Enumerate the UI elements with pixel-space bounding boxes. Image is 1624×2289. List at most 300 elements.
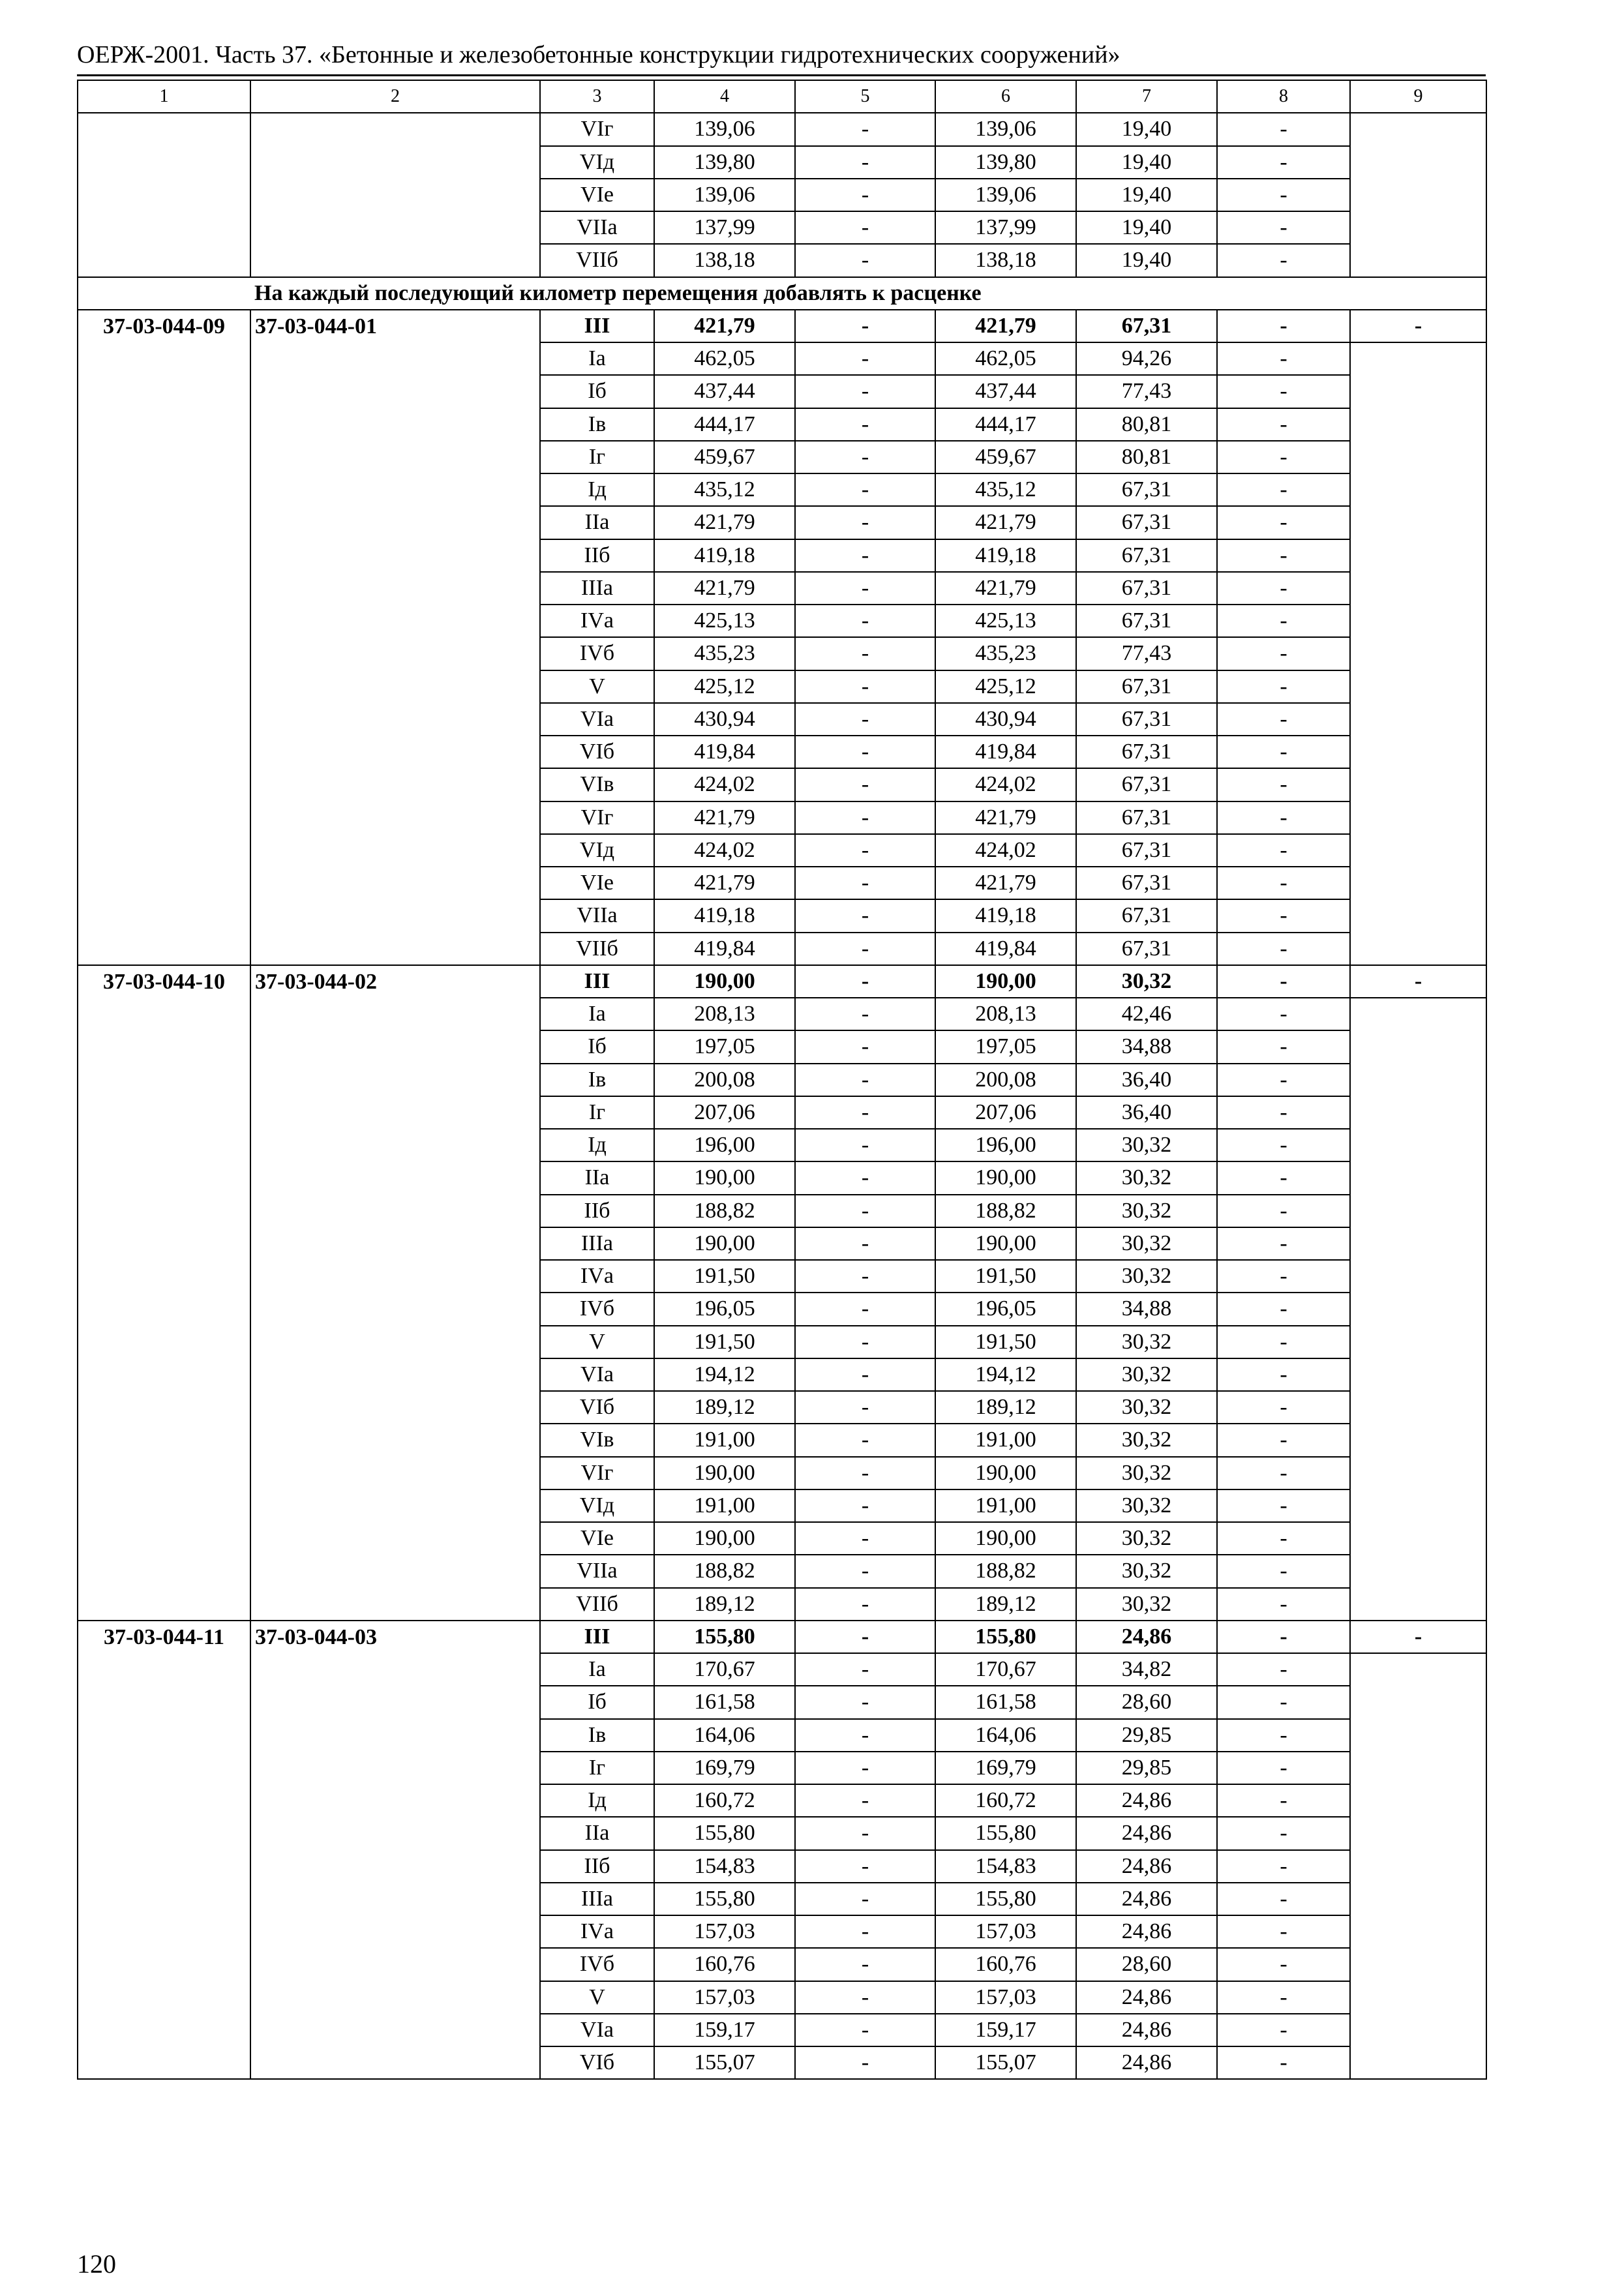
cost-machinist-wages-cell: 67,31 bbox=[1076, 899, 1217, 932]
cost-materials-cell: - bbox=[1217, 605, 1350, 637]
cost-total-cell: 188,82 bbox=[654, 1555, 795, 1587]
cost-materials-cell: - bbox=[1217, 899, 1350, 932]
cost-wages-cell: - bbox=[795, 1129, 935, 1161]
cost-total-cell: 170,67 bbox=[654, 1653, 795, 1686]
cost-total-cell: 421,79 bbox=[654, 506, 795, 539]
cost-wages-cell: - bbox=[795, 637, 935, 670]
cost-wages-cell: - bbox=[795, 1588, 935, 1621]
cost-machines-cell: 154,83 bbox=[935, 1850, 1076, 1883]
cost-machines-cell: 459,67 bbox=[935, 441, 1076, 473]
cost-materials-cell: - bbox=[1217, 342, 1350, 375]
cost-total-cell: 160,72 bbox=[654, 1784, 795, 1817]
cost-materials-cell: - bbox=[1217, 834, 1350, 867]
cost-materials-cell: - bbox=[1217, 2014, 1350, 2046]
cost-total-cell: 191,00 bbox=[654, 1424, 795, 1456]
cost-machines-cell: 419,84 bbox=[935, 933, 1076, 965]
cost-total-cell: 419,18 bbox=[654, 899, 795, 932]
labor-cell: - bbox=[1350, 310, 1486, 342]
cost-wages-cell: - bbox=[795, 1621, 935, 1653]
cost-materials-cell: - bbox=[1217, 506, 1350, 539]
zone-cell: Iд bbox=[540, 1784, 654, 1817]
zone-cell: III bbox=[540, 310, 654, 342]
cost-total-cell: 435,12 bbox=[654, 473, 795, 506]
cost-machinist-wages-cell: 24,86 bbox=[1076, 1915, 1217, 1948]
cost-wages-cell: - bbox=[795, 441, 935, 473]
cost-machinist-wages-cell: 24,86 bbox=[1076, 1817, 1217, 1849]
cost-machinist-wages-cell: 30,32 bbox=[1076, 1161, 1217, 1194]
cost-machinist-wages-cell: 67,31 bbox=[1076, 834, 1217, 867]
cost-machinist-wages-cell: 77,43 bbox=[1076, 637, 1217, 670]
cost-total-cell: 191,00 bbox=[654, 1489, 795, 1522]
cost-machines-cell: 159,17 bbox=[935, 2014, 1076, 2046]
page-header bbox=[77, 39, 1486, 80]
base-rate-code: 37-03-044-03 bbox=[250, 1621, 540, 2080]
cost-machines-cell: 137,99 bbox=[935, 211, 1076, 244]
cost-machinist-wages-cell: 30,32 bbox=[1076, 1129, 1217, 1161]
zone-cell: Iг bbox=[540, 1752, 654, 1784]
cost-total-cell: 161,58 bbox=[654, 1686, 795, 1718]
cost-machinist-wages-cell: 19,40 bbox=[1076, 146, 1217, 179]
zone-cell: VIд bbox=[540, 834, 654, 867]
cost-materials-cell: - bbox=[1217, 703, 1350, 736]
zone-cell: VIIа bbox=[540, 211, 654, 244]
cost-total-cell: 190,00 bbox=[654, 1161, 795, 1194]
cost-wages-cell: - bbox=[795, 867, 935, 899]
cost-materials-cell: - bbox=[1217, 572, 1350, 605]
cost-machines-cell: 160,72 bbox=[935, 1784, 1076, 1817]
rate-code: 37-03-044-09 bbox=[78, 310, 250, 965]
cost-total-cell: 137,99 bbox=[654, 211, 795, 244]
zone-cell: VIе bbox=[540, 179, 654, 211]
cost-machinist-wages-cell: 30,32 bbox=[1076, 1522, 1217, 1555]
cost-machinist-wages-cell: 67,31 bbox=[1076, 506, 1217, 539]
cost-wages-cell: - bbox=[795, 2014, 935, 2046]
cost-machinist-wages-cell: 19,40 bbox=[1076, 113, 1217, 145]
cost-wages-cell: - bbox=[795, 1784, 935, 1817]
cost-total-cell: 425,12 bbox=[654, 670, 795, 703]
cost-materials-cell: - bbox=[1217, 1522, 1350, 1555]
cost-total-cell: 190,00 bbox=[654, 1457, 795, 1489]
cost-machines-cell: 138,18 bbox=[935, 244, 1076, 277]
cost-wages-cell: - bbox=[795, 146, 935, 179]
zone-cell: IIа bbox=[540, 1161, 654, 1194]
cost-materials-cell: - bbox=[1217, 441, 1350, 473]
cost-materials-cell: - bbox=[1217, 1850, 1350, 1883]
cost-total-cell: 430,94 bbox=[654, 703, 795, 736]
cost-wages-cell: - bbox=[795, 1358, 935, 1391]
cost-machinist-wages-cell: 30,32 bbox=[1076, 1457, 1217, 1489]
zone-cell: VIIб bbox=[540, 933, 654, 965]
column-number: 3 bbox=[540, 80, 654, 113]
cost-machinist-wages-cell: 29,85 bbox=[1076, 1719, 1217, 1752]
cost-wages-cell: - bbox=[795, 1030, 935, 1063]
zone-cell: V bbox=[540, 1981, 654, 2014]
cost-materials-cell: - bbox=[1217, 146, 1350, 179]
cost-machines-cell: 419,18 bbox=[935, 899, 1076, 932]
labor-cell: - bbox=[1350, 965, 1486, 998]
cost-machinist-wages-cell: 30,32 bbox=[1076, 1326, 1217, 1358]
column-number: 1 bbox=[78, 80, 250, 113]
cost-machinist-wages-cell: 30,32 bbox=[1076, 1391, 1217, 1424]
zone-cell: VIIа bbox=[540, 899, 654, 932]
cost-total-cell: 421,79 bbox=[654, 310, 795, 342]
rate-code: 37-03-044-10 bbox=[78, 965, 250, 1621]
cost-total-cell: 159,17 bbox=[654, 2014, 795, 2046]
cost-materials-cell: - bbox=[1217, 1555, 1350, 1587]
cost-total-cell: 444,17 bbox=[654, 408, 795, 441]
zone-cell: IIIа bbox=[540, 572, 654, 605]
zone-cell: IIа bbox=[540, 1817, 654, 1849]
cost-machines-cell: 425,12 bbox=[935, 670, 1076, 703]
cost-wages-cell: - bbox=[795, 342, 935, 375]
cost-materials-cell: - bbox=[1217, 1752, 1350, 1784]
zone-cell: VIв bbox=[540, 768, 654, 801]
cost-total-cell: 138,18 bbox=[654, 244, 795, 277]
cost-wages-cell: - bbox=[795, 933, 935, 965]
cost-machinist-wages-cell: 24,86 bbox=[1076, 1850, 1217, 1883]
cost-materials-cell: - bbox=[1217, 1391, 1350, 1424]
zone-cell: VIа bbox=[540, 2014, 654, 2046]
zone-cell: Iг bbox=[540, 441, 654, 473]
zone-cell: VIв bbox=[540, 1424, 654, 1456]
cost-machines-cell: 430,94 bbox=[935, 703, 1076, 736]
cost-wages-cell: - bbox=[795, 1653, 935, 1686]
cost-machinist-wages-cell: 30,32 bbox=[1076, 1227, 1217, 1260]
zone-cell: IIб bbox=[540, 1850, 654, 1883]
zone-cell: IVа bbox=[540, 1915, 654, 1948]
cost-total-cell: 197,05 bbox=[654, 1030, 795, 1063]
zone-cell: Iв bbox=[540, 1064, 654, 1096]
cost-machinist-wages-cell: 67,31 bbox=[1076, 933, 1217, 965]
cost-machines-cell: 208,13 bbox=[935, 998, 1076, 1030]
cost-wages-cell: - bbox=[795, 1752, 935, 1784]
cost-wages-cell: - bbox=[795, 1948, 935, 1981]
cost-machinist-wages-cell: 19,40 bbox=[1076, 179, 1217, 211]
cost-machinist-wages-cell: 24,86 bbox=[1076, 1981, 1217, 2014]
zone-cell: VIд bbox=[540, 1489, 654, 1522]
column-number-row bbox=[78, 80, 1486, 113]
cost-machinist-wages-cell: 67,31 bbox=[1076, 670, 1217, 703]
cost-materials-cell: - bbox=[1217, 1686, 1350, 1718]
cost-machines-cell: 190,00 bbox=[935, 965, 1076, 998]
column-number: 7 bbox=[1076, 80, 1217, 113]
cost-total-cell: 425,13 bbox=[654, 605, 795, 637]
cost-machinist-wages-cell: 24,86 bbox=[1076, 2046, 1217, 2079]
cost-wages-cell: - bbox=[795, 1326, 935, 1358]
cost-machinist-wages-cell: 77,43 bbox=[1076, 375, 1217, 408]
zone-cell: VIIб bbox=[540, 1588, 654, 1621]
cost-machines-cell: 155,07 bbox=[935, 2046, 1076, 2079]
cost-total-cell: 155,80 bbox=[654, 1883, 795, 1915]
base-rate-code: 37-03-044-01 bbox=[250, 310, 540, 965]
cost-materials-cell: - bbox=[1217, 1784, 1350, 1817]
cost-total-cell: 419,84 bbox=[654, 736, 795, 768]
cost-machines-cell: 139,06 bbox=[935, 179, 1076, 211]
cost-machines-cell: 191,00 bbox=[935, 1424, 1076, 1456]
column-number: 4 bbox=[654, 80, 795, 113]
cost-machines-cell: 160,76 bbox=[935, 1948, 1076, 1981]
zone-cell: IIб bbox=[540, 1195, 654, 1227]
cost-machines-cell: 191,00 bbox=[935, 1489, 1076, 1522]
column-number: 5 bbox=[795, 80, 935, 113]
cost-wages-cell: - bbox=[795, 408, 935, 441]
cost-machinist-wages-cell: 42,46 bbox=[1076, 998, 1217, 1030]
cost-machinist-wages-cell: 67,31 bbox=[1076, 473, 1217, 506]
cost-total-cell: 155,80 bbox=[654, 1817, 795, 1849]
cost-wages-cell: - bbox=[795, 1522, 935, 1555]
cost-materials-cell: - bbox=[1217, 965, 1350, 998]
cost-total-cell: 419,18 bbox=[654, 539, 795, 572]
cost-materials-cell: - bbox=[1217, 933, 1350, 965]
cost-materials-cell: - bbox=[1217, 998, 1350, 1030]
cost-machines-cell: 207,06 bbox=[935, 1096, 1076, 1129]
cost-wages-cell: - bbox=[795, 1391, 935, 1424]
zone-cell: IVб bbox=[540, 1948, 654, 1981]
cost-total-cell: 435,23 bbox=[654, 637, 795, 670]
cost-machines-cell: 157,03 bbox=[935, 1915, 1076, 1948]
cost-materials-cell: - bbox=[1217, 1030, 1350, 1063]
cost-wages-cell: - bbox=[795, 113, 935, 145]
cost-wages-cell: - bbox=[795, 1260, 935, 1293]
cost-wages-cell: - bbox=[795, 539, 935, 572]
cost-machinist-wages-cell: 30,32 bbox=[1076, 1424, 1217, 1456]
code-cell-empty bbox=[78, 113, 250, 277]
cost-machinist-wages-cell: 80,81 bbox=[1076, 441, 1217, 473]
labor-cell-empty bbox=[1350, 998, 1486, 1621]
table-row bbox=[78, 965, 1486, 998]
cost-wages-cell: - bbox=[795, 473, 935, 506]
cost-wages-cell: - bbox=[795, 572, 935, 605]
cost-machines-cell: 437,44 bbox=[935, 375, 1076, 408]
cost-machinist-wages-cell: 29,85 bbox=[1076, 1752, 1217, 1784]
cost-machines-cell: 419,18 bbox=[935, 539, 1076, 572]
cost-total-cell: 157,03 bbox=[654, 1915, 795, 1948]
cost-total-cell: 190,00 bbox=[654, 1522, 795, 1555]
cost-wages-cell: - bbox=[795, 1457, 935, 1489]
cost-materials-cell: - bbox=[1217, 768, 1350, 801]
cost-machinist-wages-cell: 67,31 bbox=[1076, 867, 1217, 899]
cost-materials-cell: - bbox=[1217, 1129, 1350, 1161]
zone-cell: IVа bbox=[540, 1260, 654, 1293]
cost-machines-cell: 419,84 bbox=[935, 736, 1076, 768]
cost-machinist-wages-cell: 30,32 bbox=[1076, 1358, 1217, 1391]
cost-machines-cell: 421,79 bbox=[935, 310, 1076, 342]
cost-machines-cell: 444,17 bbox=[935, 408, 1076, 441]
zone-cell: Iг bbox=[540, 1096, 654, 1129]
cost-materials-cell: - bbox=[1217, 670, 1350, 703]
cost-materials-cell: - bbox=[1217, 1161, 1350, 1194]
cost-wages-cell: - bbox=[795, 834, 935, 867]
cost-machines-cell: 435,23 bbox=[935, 637, 1076, 670]
cost-machinist-wages-cell: 30,32 bbox=[1076, 1489, 1217, 1522]
cost-total-cell: 189,12 bbox=[654, 1588, 795, 1621]
cost-total-cell: 196,05 bbox=[654, 1293, 795, 1325]
cost-machines-cell: 194,12 bbox=[935, 1358, 1076, 1391]
zone-cell: IVб bbox=[540, 637, 654, 670]
cost-materials-cell: - bbox=[1217, 1195, 1350, 1227]
cost-wages-cell: - bbox=[795, 2046, 935, 2079]
cost-materials-cell: - bbox=[1217, 244, 1350, 277]
column-number: 8 bbox=[1217, 80, 1350, 113]
cost-machines-cell: 139,06 bbox=[935, 113, 1076, 145]
cost-materials-cell: - bbox=[1217, 1096, 1350, 1129]
section-row bbox=[78, 277, 1486, 310]
cost-materials-cell: - bbox=[1217, 375, 1350, 408]
zone-cell: Iв bbox=[540, 1719, 654, 1752]
zone-cell: IIIа bbox=[540, 1227, 654, 1260]
cost-wages-cell: - bbox=[795, 768, 935, 801]
cost-wages-cell: - bbox=[795, 1195, 935, 1227]
cost-machinist-wages-cell: 34,82 bbox=[1076, 1653, 1217, 1686]
cost-materials-cell: - bbox=[1217, 1227, 1350, 1260]
cost-machines-cell: 169,79 bbox=[935, 1752, 1076, 1784]
cost-total-cell: 200,08 bbox=[654, 1064, 795, 1096]
cost-machines-cell: 197,05 bbox=[935, 1030, 1076, 1063]
cost-machinist-wages-cell: 19,40 bbox=[1076, 244, 1217, 277]
cost-machinist-wages-cell: 28,60 bbox=[1076, 1948, 1217, 1981]
document-title: ОЕРЖ-2001. Часть 37. «Бетонные и железобетонные конструкции гидротехнических сооружений» bbox=[77, 41, 1120, 68]
cost-total-cell: 188,82 bbox=[654, 1195, 795, 1227]
cost-wages-cell: - bbox=[795, 179, 935, 211]
zone-cell: IIб bbox=[540, 539, 654, 572]
cost-total-cell: 194,12 bbox=[654, 1358, 795, 1391]
cost-machinist-wages-cell: 34,88 bbox=[1076, 1293, 1217, 1325]
zone-cell: VIа bbox=[540, 1358, 654, 1391]
cost-machinist-wages-cell: 67,31 bbox=[1076, 310, 1217, 342]
table-row bbox=[78, 310, 1486, 342]
rate-code: 37-03-044-11 bbox=[78, 1621, 250, 2080]
cost-machinist-wages-cell: 28,60 bbox=[1076, 1686, 1217, 1718]
cost-wages-cell: - bbox=[795, 1883, 935, 1915]
cost-total-cell: 190,00 bbox=[654, 965, 795, 998]
cost-total-cell: 208,13 bbox=[654, 998, 795, 1030]
cost-wages-cell: - bbox=[795, 1686, 935, 1718]
cost-machines-cell: 424,02 bbox=[935, 768, 1076, 801]
cost-wages-cell: - bbox=[795, 1850, 935, 1883]
cost-wages-cell: - bbox=[795, 965, 935, 998]
zone-cell: Iд bbox=[540, 473, 654, 506]
zone-cell: Iа bbox=[540, 998, 654, 1030]
cost-total-cell: 160,76 bbox=[654, 1948, 795, 1981]
cost-wages-cell: - bbox=[795, 375, 935, 408]
cost-machinist-wages-cell: 36,40 bbox=[1076, 1096, 1217, 1129]
cost-machines-cell: 189,12 bbox=[935, 1588, 1076, 1621]
cost-wages-cell: - bbox=[795, 736, 935, 768]
cost-total-cell: 169,79 bbox=[654, 1752, 795, 1784]
labor-cell-empty bbox=[1350, 342, 1486, 965]
cost-wages-cell: - bbox=[795, 506, 935, 539]
cost-materials-cell: - bbox=[1217, 1489, 1350, 1522]
cost-machinist-wages-cell: 36,40 bbox=[1076, 1064, 1217, 1096]
cost-machines-cell: 425,13 bbox=[935, 605, 1076, 637]
cost-machines-cell: 421,79 bbox=[935, 506, 1076, 539]
labor-cell: - bbox=[1350, 1621, 1486, 1653]
cost-machinist-wages-cell: 94,26 bbox=[1076, 342, 1217, 375]
cost-total-cell: 421,79 bbox=[654, 867, 795, 899]
cost-machinist-wages-cell: 34,88 bbox=[1076, 1030, 1217, 1063]
cost-materials-cell: - bbox=[1217, 1293, 1350, 1325]
cost-wages-cell: - bbox=[795, 998, 935, 1030]
cost-machinist-wages-cell: 67,31 bbox=[1076, 539, 1217, 572]
cost-total-cell: 154,83 bbox=[654, 1850, 795, 1883]
zone-cell: Iд bbox=[540, 1129, 654, 1161]
cost-materials-cell: - bbox=[1217, 736, 1350, 768]
cost-materials-cell: - bbox=[1217, 473, 1350, 506]
cost-machinist-wages-cell: 67,31 bbox=[1076, 736, 1217, 768]
rates-table-body bbox=[78, 80, 1486, 2079]
cost-wages-cell: - bbox=[795, 1424, 935, 1456]
cost-total-cell: 164,06 bbox=[654, 1719, 795, 1752]
cost-total-cell: 139,06 bbox=[654, 113, 795, 145]
cost-machines-cell: 196,05 bbox=[935, 1293, 1076, 1325]
cost-total-cell: 190,00 bbox=[654, 1227, 795, 1260]
cost-wages-cell: - bbox=[795, 211, 935, 244]
cost-machines-cell: 188,82 bbox=[935, 1555, 1076, 1587]
cost-machines-cell: 155,80 bbox=[935, 1817, 1076, 1849]
page-number: 120 bbox=[77, 2249, 116, 2279]
cost-total-cell: 459,67 bbox=[654, 441, 795, 473]
cost-machines-cell: 462,05 bbox=[935, 342, 1076, 375]
cost-total-cell: 191,50 bbox=[654, 1326, 795, 1358]
cost-total-cell: 155,80 bbox=[654, 1621, 795, 1653]
cost-materials-cell: - bbox=[1217, 1260, 1350, 1293]
cost-machinist-wages-cell: 67,31 bbox=[1076, 768, 1217, 801]
cost-machinist-wages-cell: 67,31 bbox=[1076, 572, 1217, 605]
cost-total-cell: 424,02 bbox=[654, 768, 795, 801]
cost-materials-cell: - bbox=[1217, 2046, 1350, 2079]
zone-cell: IIIа bbox=[540, 1883, 654, 1915]
zone-cell: VIг bbox=[540, 801, 654, 834]
cost-machinist-wages-cell: 30,32 bbox=[1076, 1555, 1217, 1587]
cost-machines-cell: 157,03 bbox=[935, 1981, 1076, 2014]
cost-wages-cell: - bbox=[795, 605, 935, 637]
cost-wages-cell: - bbox=[795, 1489, 935, 1522]
cost-wages-cell: - bbox=[795, 801, 935, 834]
cost-total-cell: 189,12 bbox=[654, 1391, 795, 1424]
cost-machinist-wages-cell: 30,32 bbox=[1076, 1588, 1217, 1621]
cost-wages-cell: - bbox=[795, 1293, 935, 1325]
cost-machines-cell: 424,02 bbox=[935, 834, 1076, 867]
cost-machinist-wages-cell: 30,32 bbox=[1076, 1260, 1217, 1293]
cost-machines-cell: 170,67 bbox=[935, 1653, 1076, 1686]
cost-wages-cell: - bbox=[795, 1064, 935, 1096]
section-title: На каждый последующий километр перемещения добавлять к расценке bbox=[78, 277, 1486, 310]
column-number: 6 bbox=[935, 80, 1076, 113]
cost-total-cell: 157,03 bbox=[654, 1981, 795, 2014]
zone-cell: VIб bbox=[540, 736, 654, 768]
cost-machines-cell: 155,80 bbox=[935, 1621, 1076, 1653]
cost-wages-cell: - bbox=[795, 899, 935, 932]
zone-cell: VIг bbox=[540, 113, 654, 145]
zone-cell: VIIб bbox=[540, 244, 654, 277]
cost-machines-cell: 421,79 bbox=[935, 867, 1076, 899]
cost-total-cell: 155,07 bbox=[654, 2046, 795, 2079]
cost-total-cell: 421,79 bbox=[654, 801, 795, 834]
cost-materials-cell: - bbox=[1217, 1883, 1350, 1915]
base-rate-code: 37-03-044-02 bbox=[250, 965, 540, 1621]
zone-cell: IVб bbox=[540, 1293, 654, 1325]
zone-cell: Iа bbox=[540, 1653, 654, 1686]
cost-machines-cell: 188,82 bbox=[935, 1195, 1076, 1227]
cost-machines-cell: 189,12 bbox=[935, 1391, 1076, 1424]
cost-materials-cell: - bbox=[1217, 637, 1350, 670]
cost-materials-cell: - bbox=[1217, 1653, 1350, 1686]
cost-wages-cell: - bbox=[795, 670, 935, 703]
zone-cell: III bbox=[540, 965, 654, 998]
cost-machinist-wages-cell: 80,81 bbox=[1076, 408, 1217, 441]
cost-machines-cell: 435,12 bbox=[935, 473, 1076, 506]
cost-machinist-wages-cell: 30,32 bbox=[1076, 1195, 1217, 1227]
